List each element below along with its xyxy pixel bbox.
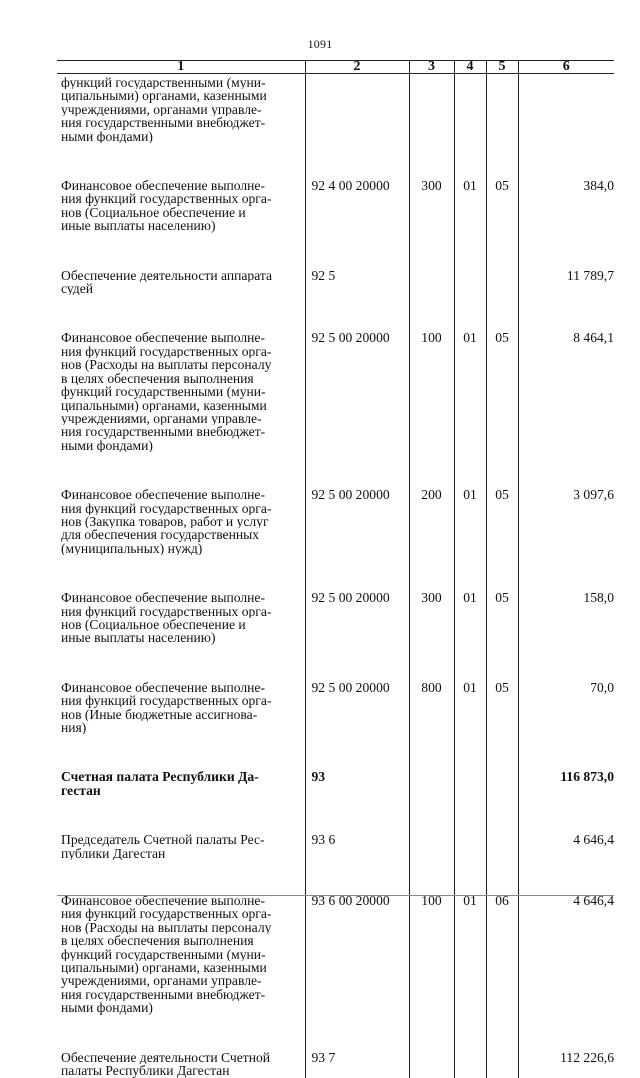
row-name-cell bbox=[57, 573, 305, 663]
row-name-line: Председатель Счетной палаты Рес- bbox=[61, 833, 265, 847]
table-body bbox=[57, 74, 614, 1078]
row-name-line: функций государственными (муни- bbox=[61, 385, 266, 399]
row-name-line: ципальными) органами, казенными bbox=[61, 89, 267, 103]
row-name-line: нов (Социальное обеспечение и bbox=[61, 205, 246, 220]
header-col-1: 1 bbox=[57, 61, 305, 74]
row-col3-cell: 100 bbox=[409, 313, 454, 470]
table-row bbox=[57, 752, 614, 815]
row-name-line: ципальными) органами, казенными bbox=[61, 398, 267, 412]
row-name-line: нов (Расходы на выплаты персоналу bbox=[61, 358, 272, 372]
row-name-line: ния государственными внебюджет- bbox=[61, 116, 266, 130]
row-name-cell bbox=[57, 1033, 305, 1078]
row-name-cell bbox=[57, 74, 305, 162]
row-name-line: палаты Республики Дагестан bbox=[61, 1064, 230, 1078]
table-row bbox=[57, 74, 614, 162]
row-name-line: нов (Закупка товаров, работ и услуг bbox=[61, 514, 269, 529]
row-col3-cell bbox=[409, 815, 454, 878]
row-col3-cell bbox=[409, 74, 454, 162]
row-name-line: Обеспечение деятельности Счетной bbox=[61, 1050, 271, 1065]
table-row bbox=[57, 251, 614, 314]
row-col3-cell bbox=[409, 1033, 454, 1078]
row-col3-cell: 100 bbox=[409, 878, 454, 1033]
bottom-rule bbox=[57, 895, 614, 896]
row-amount-cell: 116 873,0 bbox=[518, 752, 614, 815]
row-col5-cell bbox=[486, 1033, 518, 1078]
row-name-line: ными фондами) bbox=[61, 438, 153, 453]
row-col4-cell bbox=[454, 74, 486, 162]
row-name-cell bbox=[57, 815, 305, 878]
row-name-line: ными фондами) bbox=[61, 129, 153, 144]
row-name-line: учреждениями, органами управле- bbox=[61, 102, 262, 117]
row-code-cell: 92 5 00 20000 bbox=[305, 313, 409, 470]
row-name-line: в целях обеспечения выполнения bbox=[61, 934, 254, 948]
row-col4-cell: 01 bbox=[454, 573, 486, 663]
row-name-line: Финансовое обеспечение выполне- bbox=[61, 680, 265, 695]
row-col5-cell bbox=[486, 251, 518, 314]
row-amount-cell: 70,0 bbox=[518, 663, 614, 753]
row-name-cell bbox=[57, 470, 305, 573]
row-amount-cell: 4 646,4 bbox=[518, 815, 614, 878]
table-row bbox=[57, 815, 614, 878]
row-code-cell: 93 6 00 20000 bbox=[305, 878, 409, 1033]
row-name-line: нов (Социальное обеспечение и bbox=[61, 617, 246, 632]
row-name-line: в целях обеспечения выполнения bbox=[61, 371, 254, 386]
row-col5-cell: 05 bbox=[486, 161, 518, 251]
row-col5-cell: 05 bbox=[486, 470, 518, 573]
row-name-cell bbox=[57, 251, 305, 314]
row-name-line: учреждениями, органами управле- bbox=[61, 411, 262, 426]
row-col3-cell: 200 bbox=[409, 470, 454, 573]
row-name-line: ния функций государственных орга- bbox=[61, 907, 272, 921]
row-name-line: ния функций государственных орга- bbox=[61, 344, 272, 359]
row-code-cell: 93 bbox=[305, 752, 409, 815]
row-name-line: Финансовое обеспечение выполне- bbox=[61, 591, 265, 605]
row-col5-cell bbox=[486, 752, 518, 815]
header-col-2: 2 bbox=[305, 61, 409, 74]
row-amount-cell: 8 464,1 bbox=[518, 313, 614, 470]
table-row bbox=[57, 1033, 614, 1078]
row-code-cell bbox=[305, 74, 409, 162]
row-amount-cell: 112 226,6 bbox=[518, 1033, 614, 1078]
row-name-line: ципальными) органами, казенными bbox=[61, 961, 267, 975]
row-amount-cell: 3 097,6 bbox=[518, 470, 614, 573]
row-col4-cell: 01 bbox=[454, 161, 486, 251]
row-name-line: учреждениями, органами управле- bbox=[61, 974, 262, 988]
row-name-cell bbox=[57, 878, 305, 1033]
page-number: 1091 bbox=[307, 37, 333, 51]
header-col-6: 6 bbox=[518, 61, 614, 74]
row-name-line: судей bbox=[61, 282, 94, 296]
row-col4-cell bbox=[454, 1033, 486, 1078]
row-name-line: иные выплаты населению) bbox=[61, 631, 216, 645]
row-code-cell: 92 5 00 20000 bbox=[305, 470, 409, 573]
table-row bbox=[57, 313, 614, 470]
row-name-line: нов (Иные бюджетные ассигнова- bbox=[61, 707, 258, 721]
row-code-cell: 92 5 00 20000 bbox=[305, 663, 409, 753]
row-name-line: ния функций государственных орга- bbox=[61, 192, 272, 206]
row-amount-cell bbox=[518, 74, 614, 162]
row-name-line: ния государственными внебюджет- bbox=[61, 987, 266, 1002]
header-col-5: 5 bbox=[486, 61, 518, 74]
row-col5-cell bbox=[486, 815, 518, 878]
table-row bbox=[57, 663, 614, 753]
row-col5-cell: 06 bbox=[486, 878, 518, 1033]
row-name-cell bbox=[57, 663, 305, 753]
row-col3-cell: 800 bbox=[409, 663, 454, 753]
row-col4-cell bbox=[454, 815, 486, 878]
row-name-line: для обеспечения государственных bbox=[61, 528, 260, 542]
row-code-cell: 92 5 00 20000 bbox=[305, 573, 409, 663]
row-name-line: (муниципальных) нужд) bbox=[61, 541, 203, 556]
row-code-cell: 93 6 bbox=[305, 815, 409, 878]
header-col-3: 3 bbox=[409, 61, 454, 74]
row-amount-cell: 384,0 bbox=[518, 161, 614, 251]
row-col5-cell: 05 bbox=[486, 663, 518, 753]
budget-table bbox=[57, 60, 614, 1078]
row-name-line: Счетная палата Республики Да- bbox=[61, 770, 259, 784]
row-col4-cell: 01 bbox=[454, 470, 486, 573]
row-name-line: ния функций государственных орга- bbox=[61, 501, 272, 515]
row-col4-cell bbox=[454, 752, 486, 815]
header-col-4: 4 bbox=[454, 61, 486, 74]
header-row bbox=[57, 61, 614, 74]
row-name-line: Финансовое обеспечение выполне- bbox=[61, 331, 265, 345]
row-col5-cell bbox=[486, 74, 518, 162]
row-name-cell bbox=[57, 161, 305, 251]
row-name-line: нов (Расходы на выплаты персоналу bbox=[61, 920, 272, 935]
row-name-line: функций государственными (муни- bbox=[61, 947, 266, 962]
row-name-cell bbox=[57, 313, 305, 470]
row-name-line: иные выплаты населению) bbox=[61, 219, 216, 233]
row-name-line: ными фондами) bbox=[61, 1001, 153, 1015]
table-row bbox=[57, 161, 614, 251]
row-name-line: гестан bbox=[61, 783, 101, 798]
row-name-cell bbox=[57, 752, 305, 815]
table-row bbox=[57, 470, 614, 573]
row-col3-cell: 300 bbox=[409, 573, 454, 663]
row-col5-cell: 05 bbox=[486, 313, 518, 470]
row-name-line: ния) bbox=[61, 721, 87, 735]
row-name-line: Обеспечение деятельности аппарата bbox=[61, 268, 273, 283]
row-col3-cell bbox=[409, 251, 454, 314]
row-col4-cell: 01 bbox=[454, 663, 486, 753]
row-col5-cell: 05 bbox=[486, 573, 518, 663]
row-name-line: ния функций государственных орга- bbox=[61, 694, 272, 708]
row-col3-cell bbox=[409, 752, 454, 815]
row-amount-cell: 4 646,4 bbox=[518, 878, 614, 1033]
row-col4-cell: 01 bbox=[454, 313, 486, 470]
table-row bbox=[57, 573, 614, 663]
row-code-cell: 92 4 00 20000 bbox=[305, 161, 409, 251]
row-name-line: публики Дагестан bbox=[61, 846, 166, 861]
row-col4-cell: 01 bbox=[454, 878, 486, 1033]
row-name-line: Финансовое обеспечение выполне- bbox=[61, 488, 265, 502]
row-col4-cell bbox=[454, 251, 486, 314]
row-amount-cell: 158,0 bbox=[518, 573, 614, 663]
row-name-line: ния функций государственных орга- bbox=[61, 604, 272, 618]
table-row bbox=[57, 878, 614, 1033]
row-name-line: ния государственными внебюджет- bbox=[61, 425, 266, 439]
row-code-cell: 93 7 bbox=[305, 1033, 409, 1078]
row-name-line: функций государственными (муни- bbox=[61, 76, 266, 90]
row-code-cell: 92 5 bbox=[305, 251, 409, 314]
row-col3-cell: 300 bbox=[409, 161, 454, 251]
row-name-line: Финансовое обеспечение выполне- bbox=[61, 179, 265, 193]
row-amount-cell: 11 789,7 bbox=[518, 251, 614, 314]
row-name-line: Финансовое обеспечение выполне- bbox=[61, 894, 265, 908]
